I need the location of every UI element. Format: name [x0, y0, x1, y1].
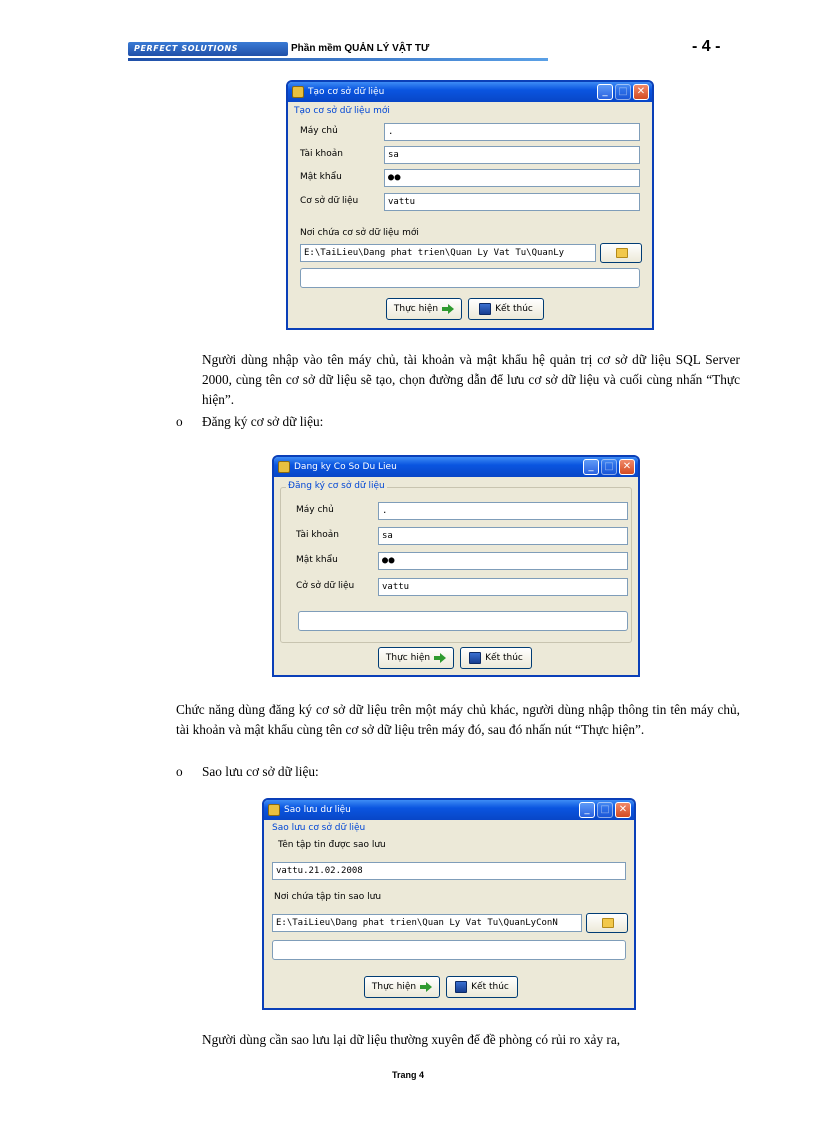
- window-title: Tạo cơ sở dữ liệu: [308, 87, 385, 97]
- exit-button[interactable]: [468, 298, 544, 320]
- filename-input[interactable]: vattu.21.02.2008: [272, 862, 626, 880]
- filename-label: Tên tập tin được sao lưu: [278, 840, 386, 850]
- execute-label: Thực hiện: [371, 982, 417, 992]
- exit-label: Kết thúc: [485, 653, 523, 663]
- bullet-marker: o: [176, 764, 183, 779]
- account-label: Tài khoản: [300, 149, 343, 159]
- page-footer: Trang 4: [391, 1070, 424, 1080]
- account-input[interactable]: sa: [384, 146, 640, 164]
- execute-label: Thực hiện: [385, 653, 431, 663]
- exit-icon: [479, 303, 491, 315]
- close-button[interactable]: ✕: [615, 802, 631, 818]
- password-label: Mật khẩu: [300, 172, 342, 182]
- register-database-window: [272, 455, 640, 677]
- app-icon: [278, 461, 290, 473]
- arrow-right-icon: [434, 653, 446, 663]
- company-logo: PERFECT SOLUTIONS: [128, 42, 288, 56]
- maximize-button[interactable]: □: [597, 802, 613, 818]
- location-input[interactable]: E:\TaiLieu\Dang phat trien\Quan Ly Vat Tu\QuanLy: [300, 244, 596, 262]
- bullet-marker: o: [176, 414, 183, 429]
- minimize-button[interactable]: _: [597, 84, 613, 100]
- status-box: [298, 611, 628, 631]
- exit-icon: [469, 652, 481, 664]
- window-titlebar[interactable]: [264, 800, 634, 820]
- group-caption: Tạo cơ sở dữ liệu mới: [294, 106, 390, 116]
- status-box: [300, 268, 640, 288]
- close-button[interactable]: ✕: [633, 84, 649, 100]
- server-input[interactable]: .: [378, 502, 628, 520]
- location-label: Nơi chứa cơ sở dữ liệu mới: [300, 228, 419, 238]
- database-label: Cơ sở dữ liệu: [300, 196, 359, 206]
- document-header-title: Phần mềm QUẢN LÝ VẬT TƯ: [291, 43, 430, 54]
- folder-icon: [616, 248, 628, 258]
- minimize-button[interactable]: _: [579, 802, 595, 818]
- app-icon: [268, 804, 280, 816]
- browse-folder-button[interactable]: [586, 913, 628, 933]
- paragraph-backup-db: Người dùng cần sao lưu lại dữ liệu thường xuyên để đề phòng có rủi ro xảy ra,: [202, 1032, 621, 1047]
- maximize-button[interactable]: □: [615, 84, 631, 100]
- exit-label: Kết thúc: [495, 304, 533, 314]
- server-input[interactable]: .: [384, 123, 640, 141]
- exit-button[interactable]: [446, 976, 518, 998]
- arrow-right-icon: [420, 982, 432, 992]
- execute-button[interactable]: [378, 647, 454, 669]
- server-label: Máy chủ: [300, 126, 338, 136]
- exit-label: Kết thúc: [471, 982, 509, 992]
- page-number: - 4 -: [692, 38, 721, 55]
- header-rule: [128, 58, 548, 61]
- paragraph-create-db: Người dùng nhập vào tên máy chủ, tài khoản và mật khẩu hệ quản trị cơ sở dữ liệu SQL Server 2000, cùng tên cơ sở dữ liệu sẽ tạo, chọn đường dẫn để lưu cơ sở dữ liệu và cuối cùng nhấn “Thực hiện”.: [202, 352, 740, 407]
- browse-folder-button[interactable]: [600, 243, 642, 263]
- minimize-button[interactable]: _: [583, 459, 599, 475]
- database-label: Cở sở dữ liệu: [296, 581, 355, 591]
- database-input[interactable]: vattu: [384, 193, 640, 211]
- exit-button[interactable]: [460, 647, 532, 669]
- window-titlebar[interactable]: [274, 457, 638, 477]
- window-titlebar[interactable]: [288, 82, 652, 102]
- database-input[interactable]: vattu: [378, 578, 628, 596]
- backup-database-window: [262, 798, 636, 1010]
- exit-icon: [455, 981, 467, 993]
- backup-location-input[interactable]: E:\TaiLieu\Dang phat trien\Quan Ly Vat Tu\QuanLyConN: [272, 914, 582, 932]
- group-caption: Đăng ký cơ sở dữ liệu: [288, 481, 385, 491]
- status-box: [272, 940, 626, 960]
- bullet-backup-db: Sao lưu cơ sở dữ liệu:: [202, 764, 319, 779]
- group-caption: Sao lưu cơ sở dữ liệu: [272, 823, 366, 833]
- maximize-button[interactable]: □: [601, 459, 617, 475]
- password-label: Mật khẩu: [296, 555, 338, 565]
- execute-button[interactable]: [364, 976, 440, 998]
- account-label: Tài khoản: [296, 530, 339, 540]
- window-title: Sao lưu dư liệu: [284, 805, 351, 815]
- backup-location-label: Nơi chứa tập tin sao lưu: [274, 892, 382, 902]
- execute-button[interactable]: [386, 298, 462, 320]
- server-label: Máy chủ: [296, 505, 334, 515]
- paragraph-register-db: Chức năng dùng đăng ký cơ sở dữ liệu trên một máy chủ khác, người dùng nhập thông tin tên máy chủ, tài khoản và mật khẩu cùng tên cơ sở dữ liệu trên máy đó, sau đó nhấn nút “Thực hiện”.: [176, 702, 740, 737]
- password-input[interactable]: ●●: [378, 552, 628, 570]
- execute-label: Thực hiện: [393, 304, 439, 314]
- arrow-right-icon: [442, 304, 454, 314]
- close-button[interactable]: ✕: [619, 459, 635, 475]
- create-database-window: [286, 80, 654, 330]
- account-input[interactable]: sa: [378, 527, 628, 545]
- password-input[interactable]: ●●: [384, 169, 640, 187]
- bullet-register-db: Đăng ký cơ sở dữ liệu:: [202, 414, 324, 429]
- app-icon: [292, 86, 304, 98]
- folder-icon: [602, 918, 614, 928]
- window-title: Dang ky Co So Du Lieu: [294, 462, 397, 472]
